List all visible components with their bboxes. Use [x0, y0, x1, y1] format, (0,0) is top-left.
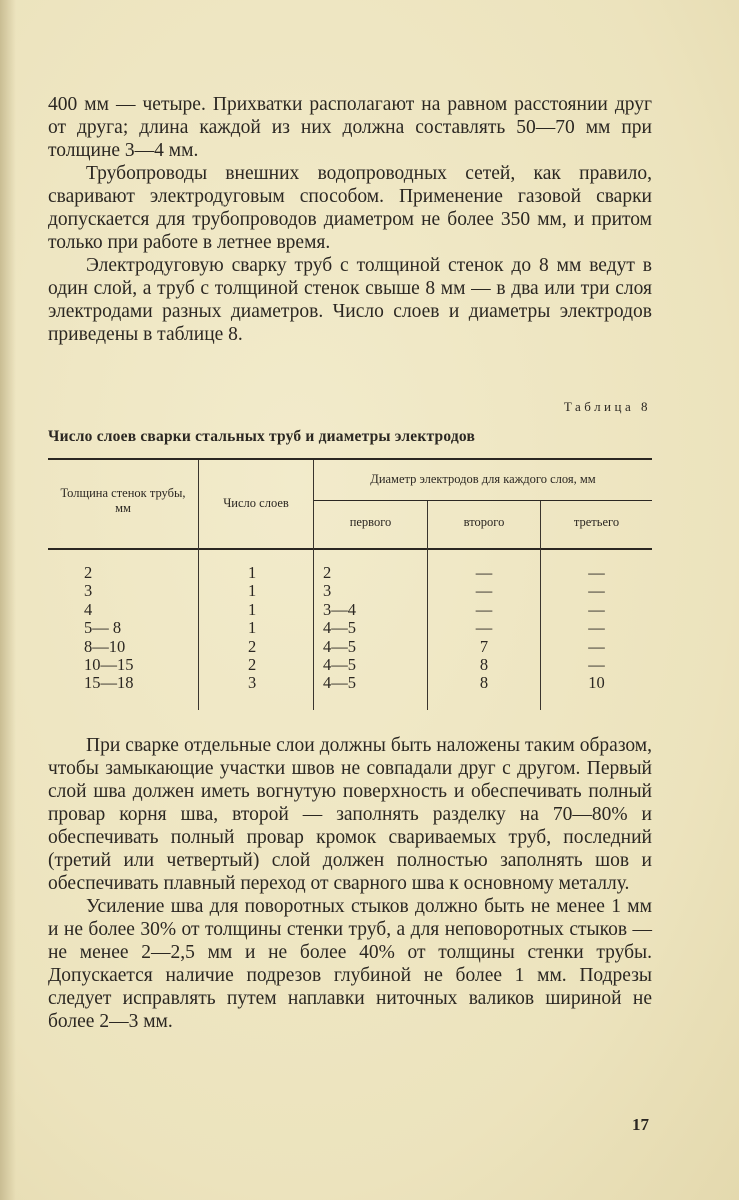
cell-third: —	[588, 563, 605, 582]
table-title: Число слоев сварки стальных труб и диаметры электродов	[48, 428, 476, 445]
column-layers	[248, 564, 278, 693]
table-divider-1	[198, 460, 199, 710]
column-first	[323, 564, 403, 693]
cell-layers: 1	[248, 563, 257, 582]
header-third: третьего	[573, 515, 620, 529]
table-label: Таблица 8	[563, 399, 651, 414]
cell-second: 7	[479, 636, 489, 656]
cell-third: —	[588, 581, 605, 601]
table-divider-2	[313, 460, 314, 710]
cell-thickness: 10—15	[84, 654, 134, 674]
cell-thickness: 15—18	[84, 673, 134, 693]
header-first: первого	[349, 515, 392, 529]
column-second	[428, 564, 540, 693]
cell-thickness: 4	[84, 599, 93, 619]
cell-thickness: 2	[84, 563, 93, 582]
cell-third: 10	[588, 673, 605, 693]
paragraph-arc-welding: Электродуговую сварку труб с толщиной стенок до 8 мм ведут в один слой, а труб с толщиной стенок свыше 8 мм — в два или три слоя электродами разных диаметров. Число слоев и диаметры электродов приведены в таблице 8.	[48, 255, 652, 345]
cell-layers: 1	[248, 618, 257, 638]
table-subheader-rule	[313, 500, 652, 501]
cell-first: 4—5	[323, 673, 356, 693]
cell-second: 8	[479, 654, 489, 674]
header-thickness: Толщина стенок трубы, мм	[60, 486, 186, 515]
cell-first: 4—5	[323, 618, 356, 638]
paragraph-continuation: 400 мм — четыре. Прихватки располагают на равном расстоянии друг от друга; длина каждой из них должна составлять 50—70 мм при толщине 3—4 мм.	[48, 94, 652, 161]
cell-second: —	[475, 563, 493, 582]
body-text-bottom	[48, 734, 652, 1033]
column-thickness	[84, 564, 164, 693]
cell-layers: 3	[248, 673, 257, 693]
cell-first: 4—5	[323, 654, 356, 674]
body-text-top	[48, 93, 652, 346]
paragraph-layer-placement: При сварке отдельные слои должны быть наложены таким образом, чтобы замыкающие участки швов не совпадали друг с другом. Первый слой шва должен иметь вогнутую поверхность и обеспечивать полный провар корня шва, второй — заполнять разделку на 70—80% и обеспечивать полный провар кромок свариваемых труб, последний (третий или четвертый) слой должен полностью заполнять шов и обеспечивать плавный переход от сварного шва к основному металлу.	[48, 735, 652, 894]
table-header-rule	[48, 548, 652, 550]
cell-second: —	[475, 581, 493, 601]
page-spine-shadow	[0, 0, 16, 1200]
header-diameter-group: Диаметр электродов для каждого слоя, мм	[370, 472, 596, 486]
cell-first: 3	[323, 581, 332, 601]
header-second: второго	[463, 515, 505, 529]
cell-second: 8	[479, 673, 489, 693]
cell-first: 2	[323, 563, 332, 582]
cell-first: 3—4	[323, 599, 356, 619]
cell-thickness: 8—10	[84, 636, 126, 656]
paragraph-weld-reinforcement: Усиление шва для поворотных стыков должно быть не менее 1 мм и не более 30% от толщины стенки труб, а для неповоротных стыков — не менее 2—2,5 мм и не более 40% от толщины стенки трубы. Допускается наличие подрезов глубиной не более 1 мм. Подрезы следует исправлять путем наплавки ниточных валиков шириной не более 2—3 мм.	[48, 896, 652, 1032]
welding-table	[48, 458, 652, 710]
cell-thickness: 3	[84, 581, 93, 601]
cell-layers: 1	[248, 581, 257, 601]
cell-layers: 2	[248, 654, 257, 674]
paragraph-gas-welding: Трубопроводы внешних водопроводных сетей, как правило, сваривают электродуговым способом. Применение газовой сварки допускается для трубопроводов диаметром не более 350 мм, и притом только при работе в летнее время.	[48, 163, 652, 253]
header-layers: Число слоев	[223, 496, 289, 510]
table-top-rule	[48, 458, 652, 460]
cell-layers: 2	[248, 636, 257, 656]
column-third	[541, 564, 652, 693]
cell-second: —	[475, 599, 493, 619]
cell-third: —	[588, 618, 605, 638]
cell-layers: 1	[248, 599, 257, 619]
cell-thickness: 5— 8	[84, 618, 122, 638]
cell-first: 4—5	[323, 636, 356, 656]
page-number: 17	[632, 1115, 649, 1134]
cell-second: —	[475, 618, 493, 638]
cell-third: —	[588, 599, 605, 619]
cell-third: —	[588, 654, 605, 674]
cell-third: —	[588, 636, 605, 656]
